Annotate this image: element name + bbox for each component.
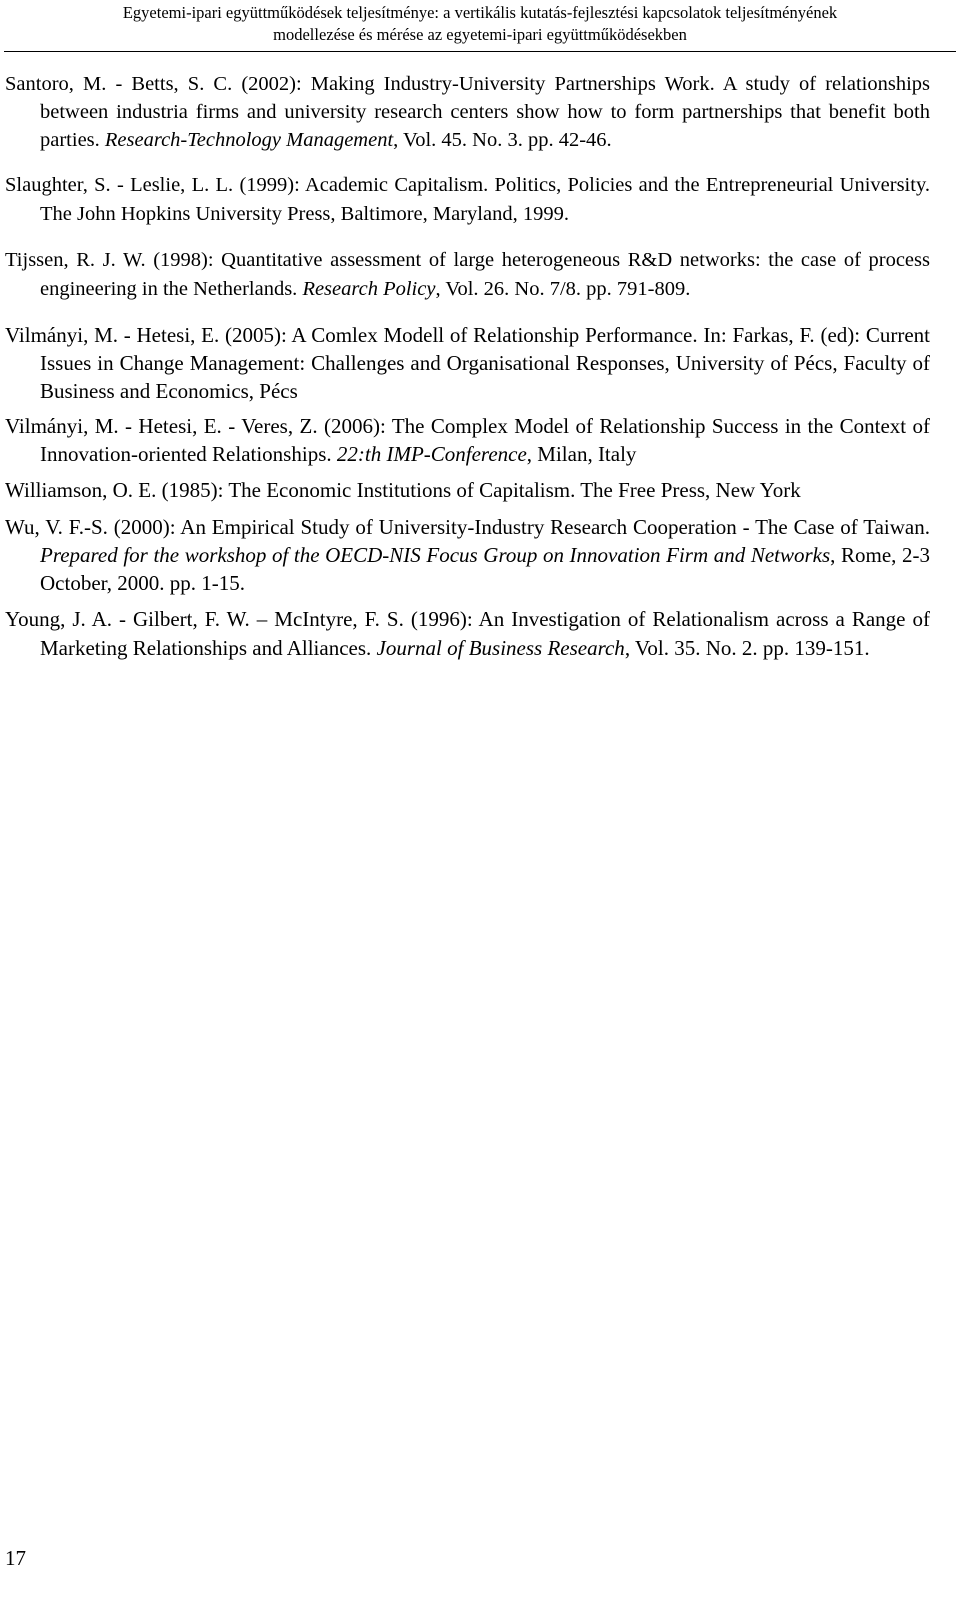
conference-title: 22:th IMP-Conference (336, 442, 527, 466)
reference-vilmanyi-2006: Vilmányi, M. - Hetesi, E. - Veres, Z. (2006): The Complex Model of Relationship Success in the Context of Innovation-oriented Relationships. 22:th IMP-Conference, Milan, Italy (5, 414, 930, 466)
header-divider (4, 51, 956, 52)
journal-title: Research-Technology Management (104, 129, 394, 151)
reference-wu: Wu, V. F.-S. (2000): An Empirical Study of University-Industry Research Cooperation - The Case of Taiwan. Prepared for the workshop of the OECD-NIS Focus Group on Innovation Firm and Networks, Rome, 2-3 October, 2000. pp. 1-15. (5, 515, 930, 595)
running-header (0, 2, 960, 46)
reference-williamson: Williamson, O. E. (1985): The Economic Institutions of Capitalism. The Free Press, New York (5, 478, 801, 502)
running-header-line-1: Egyetemi-ipari együttműködések teljesítménye: a vertikális kutatás-fejlesztési kapcsolatok teljesítményének (122, 3, 838, 22)
journal-title: Research Policy (302, 278, 436, 300)
journal-title: Journal of Business Research (376, 636, 625, 660)
reference-tijssen: Tijssen, R. J. W. (1998): Quantitative assessment of large heterogeneous R&D networks: the case of process engineering in the Netherlands. Research Policy, Vol. 26. No. 7/8. pp. 791-809. (5, 249, 930, 300)
running-header-line-2: modellezése és mérése az egyetemi-ipari együttműködésekben (273, 25, 687, 44)
workshop-title: Prepared for the workshop of the OECD-NIS Focus Group on Innovation Firm and Networks (40, 543, 831, 567)
reference-santoro: Santoro, M. - Betts, S. C. (2002): Making Industry-University Partnerships Work. A study of relationships between industria firms and university research centers show how to form partnerships that benefit both parties. Research-Technology Management, Vol. 45. No. 3. pp. 42-46. (5, 73, 930, 151)
reference-vilmanyi-2005: Vilmányi, M. - Hetesi, E. (2005): A Comlex Modell of Relationship Performance. In: Farkas, F. (ed): Current Issues in Change Management: Challenges and Organisational Responses, University of Pécs, Faculty of Business and Economics, Pécs (5, 323, 930, 403)
reference-list (5, 70, 930, 663)
reference-young: Young, J. A. - Gilbert, F. W. – McIntyre, F. S. (1996): An Investigation of Relationalism across a Range of Marketing Relationships and Alliances. Journal of Business Research, Vol. 35. No. 2. pp. 139-151. (5, 607, 930, 660)
reference-slaughter: Slaughter, S. - Leslie, L. L. (1999): Academic Capitalism. Politics, Policies and the Entrepreneurial University. The John Hopkins University Press, Baltimore, Maryland, 1999. (5, 174, 930, 225)
page-number: 17 (5, 1546, 26, 1570)
